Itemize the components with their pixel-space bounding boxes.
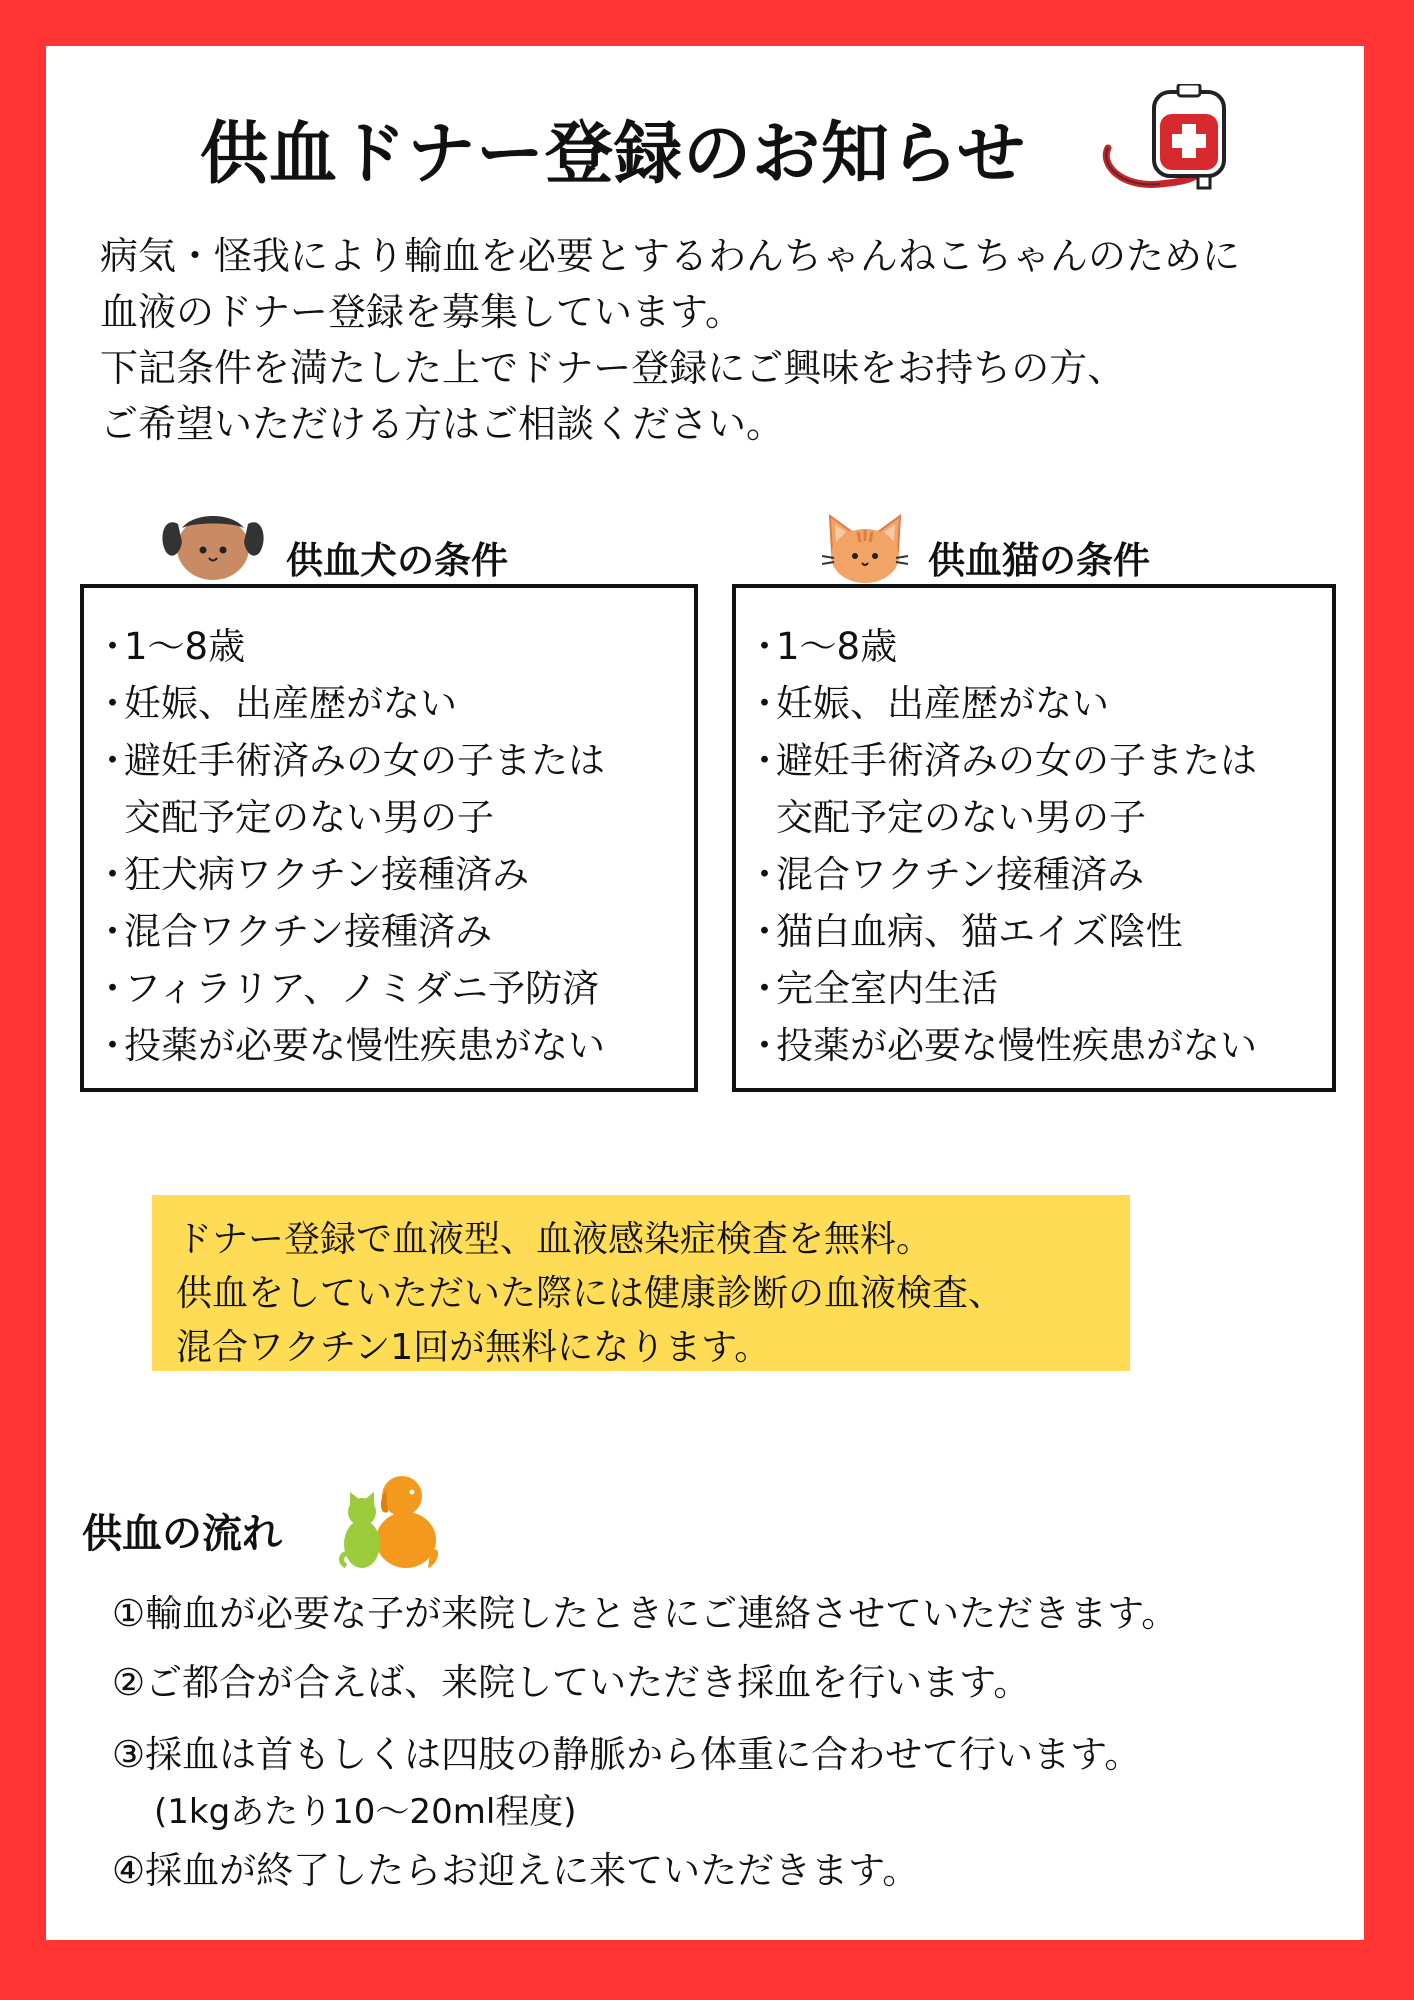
dog-condition: 投薬が必要な慢性疾患がない: [124, 1024, 605, 1067]
dog-condition: 妊娠、出産歴がない: [124, 682, 457, 725]
intro-line: ご希望いただける方はご相談ください。: [100, 402, 785, 446]
bullet: ・: [94, 739, 131, 782]
bullet: ・: [746, 682, 783, 725]
bullet: ・: [94, 625, 131, 668]
intro-text: [100, 228, 1240, 452]
dog-condition: 避妊手術済みの女の子または 交配予定のない男の子: [124, 739, 605, 839]
dog-condition: 狂犬病ワクチン接種済み: [124, 853, 530, 896]
dog-condition: 1〜8歳: [124, 625, 246, 668]
notice-line: ドナー登録で血液型、血液感染症検査を無料。: [176, 1219, 933, 1260]
bullet: ・: [94, 910, 131, 953]
flow-step: ②ご都合が合えば、来院していただき採血を行います。: [112, 1661, 1031, 1704]
flow-step: ③採血は首もしくは四肢の静脈から体重に合わせて行います。: [112, 1733, 1142, 1776]
list-item: [94, 1017, 694, 1074]
list-item: [94, 618, 694, 675]
dog-condition: フィラリア、ノミダニ予防済: [124, 967, 600, 1010]
list-item: [746, 1017, 1332, 1074]
list-item: [94, 732, 694, 846]
flow-heading: 供血の流れ: [82, 1511, 282, 1557]
list-item: [94, 903, 694, 960]
flow-step: ④採血が終了したらお迎えに来ていただきます。: [112, 1849, 920, 1892]
cat-condition: 1〜8歳: [776, 625, 898, 668]
cat-face-icon: [822, 512, 908, 584]
cat-and-dog-icon: [338, 1472, 442, 1572]
bullet: ・: [94, 1024, 131, 1067]
list-item: [94, 675, 694, 732]
list-item: [746, 732, 1332, 846]
cat-condition: 妊娠、出産歴がない: [776, 682, 1109, 725]
cat-condition: 完全室内生活: [776, 967, 998, 1010]
cat-conditions-heading: 供血猫の条件: [928, 539, 1150, 582]
list-item: [94, 846, 694, 903]
dog-conditions-heading: 供血犬の条件: [286, 539, 508, 582]
bullet: ・: [746, 853, 783, 896]
dog-face-icon: [160, 508, 266, 582]
dog-condition: 混合ワクチン接種済み: [124, 910, 493, 953]
bullet: ・: [94, 682, 131, 725]
free-test-notice: [152, 1195, 1130, 1371]
page-title: 供血ドナー登録のお知らせ: [200, 115, 1026, 194]
intro-line: 下記条件を満たした上でドナー登録にご興味をお持ちの方、: [100, 346, 1126, 390]
bullet: ・: [746, 625, 783, 668]
notice-line: 供血をしていただいた際には健康診断の血液検査、: [176, 1273, 1005, 1314]
list-item: [94, 960, 694, 1017]
bullet: ・: [746, 1024, 783, 1067]
list-item: [746, 675, 1332, 732]
list-item: [746, 846, 1332, 903]
bullet: ・: [746, 739, 783, 782]
intro-line: 病気・怪我により輸血を必要とするわんちゃんねこちゃんのために: [100, 234, 1241, 278]
cat-conditions-box: [732, 584, 1336, 1092]
blood-bag-icon: [1100, 84, 1242, 204]
cat-condition: 避妊手術済みの女の子または 交配予定のない男の子: [776, 739, 1257, 839]
cat-condition: 投薬が必要な慢性疾患がない: [776, 1024, 1257, 1067]
list-item: [746, 903, 1332, 960]
flow-step-note: (1kgあたり10〜20ml程度): [154, 1792, 577, 1832]
bullet: ・: [746, 967, 783, 1010]
cat-condition: 猫白血病、猫エイズ陰性: [776, 910, 1183, 953]
list-item: [746, 960, 1332, 1017]
bullet: ・: [746, 910, 783, 953]
dog-conditions-box: [80, 584, 698, 1092]
bullet: ・: [94, 967, 131, 1010]
cat-condition: 混合ワクチン接種済み: [776, 853, 1145, 896]
bullet: ・: [94, 853, 131, 896]
flow-step: ①輸血が必要な子が来院したときにご連絡させていただきます。: [112, 1592, 1179, 1635]
list-item: [746, 618, 1332, 675]
notice-line: 混合ワクチン1回が無料になります。: [176, 1327, 771, 1368]
intro-line: 血液のドナー登録を募集しています。: [100, 290, 743, 334]
